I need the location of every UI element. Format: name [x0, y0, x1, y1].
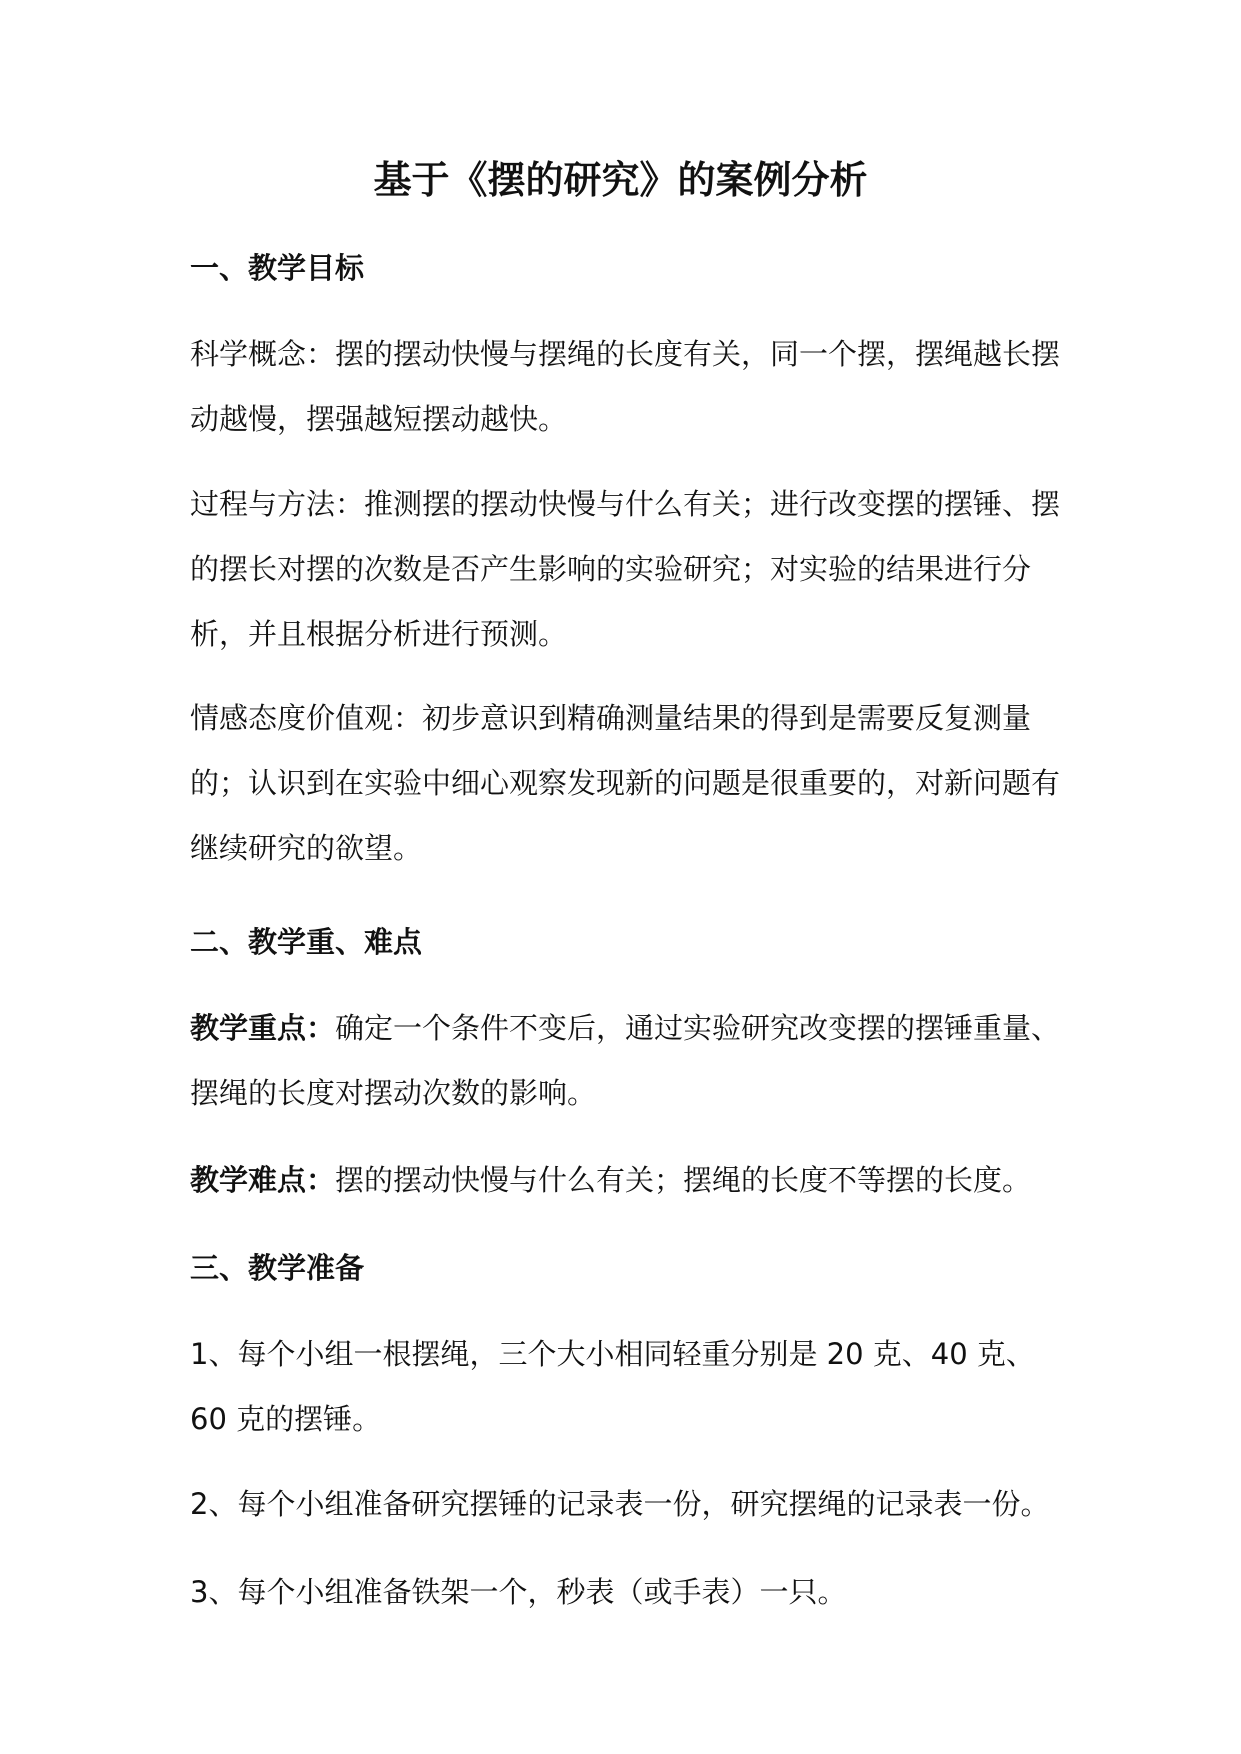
prep-item-1: 1、每个小组一根摆绳，三个大小相同轻重分别是 20 克、40 克、60 克的摆锤。 — [190, 1337, 1035, 1436]
key-point-label: 教学重点： — [190, 1011, 336, 1045]
difficult-point-text: 摆的摆动快慢与什么有关；摆绳的长度不等摆的长度。 — [335, 1163, 1032, 1197]
difficult-point-label: 教学难点： — [190, 1163, 336, 1197]
section-heading-objectives: 一、教学目标 — [190, 251, 365, 285]
prep-item-3: 3、每个小组准备铁架一个，秒表（或手表）一只。 — [190, 1575, 847, 1609]
prep-item-2: 2、每个小组准备研究摆锤的记录表一份，研究摆绳的记录表一份。 — [190, 1487, 1050, 1521]
section-heading-key-difficult: 二、教学重、难点 — [190, 925, 423, 959]
paragraph-key-point — [190, 996, 1070, 1126]
section-heading-preparation: 三、教学准备 — [190, 1251, 365, 1285]
key-point-text: 确定一个条件不变后，通过实验研究改变摆的摆锤重量、摆绳的长度对摆动次数的影响。 — [190, 1011, 1061, 1110]
paragraph-process-method: 过程与方法：推测摆的摆动快慢与什么有关；进行改变摆的摆锤、摆的摆长对摆的次数是否产生影响的实验研究；对实验的结果进行分析，并且根据分析进行预测。 — [190, 487, 1061, 651]
paragraph-difficult-point — [190, 1148, 1070, 1213]
paragraph-attitude-values: 情感态度价值观：初步意识到精确测量结果的得到是需要反复测量的；认识到在实验中细心观察发现新的问题是很重要的，对新问题有继续研究的欲望。 — [190, 701, 1061, 865]
document-title: 基于《摆的研究》的案例分析 — [373, 158, 868, 202]
paragraph-science-concept: 科学概念：摆的摆动快慢与摆绳的长度有关，同一个摆，摆绳越长摆动越慢，摆强越短摆动越快。 — [190, 337, 1061, 436]
